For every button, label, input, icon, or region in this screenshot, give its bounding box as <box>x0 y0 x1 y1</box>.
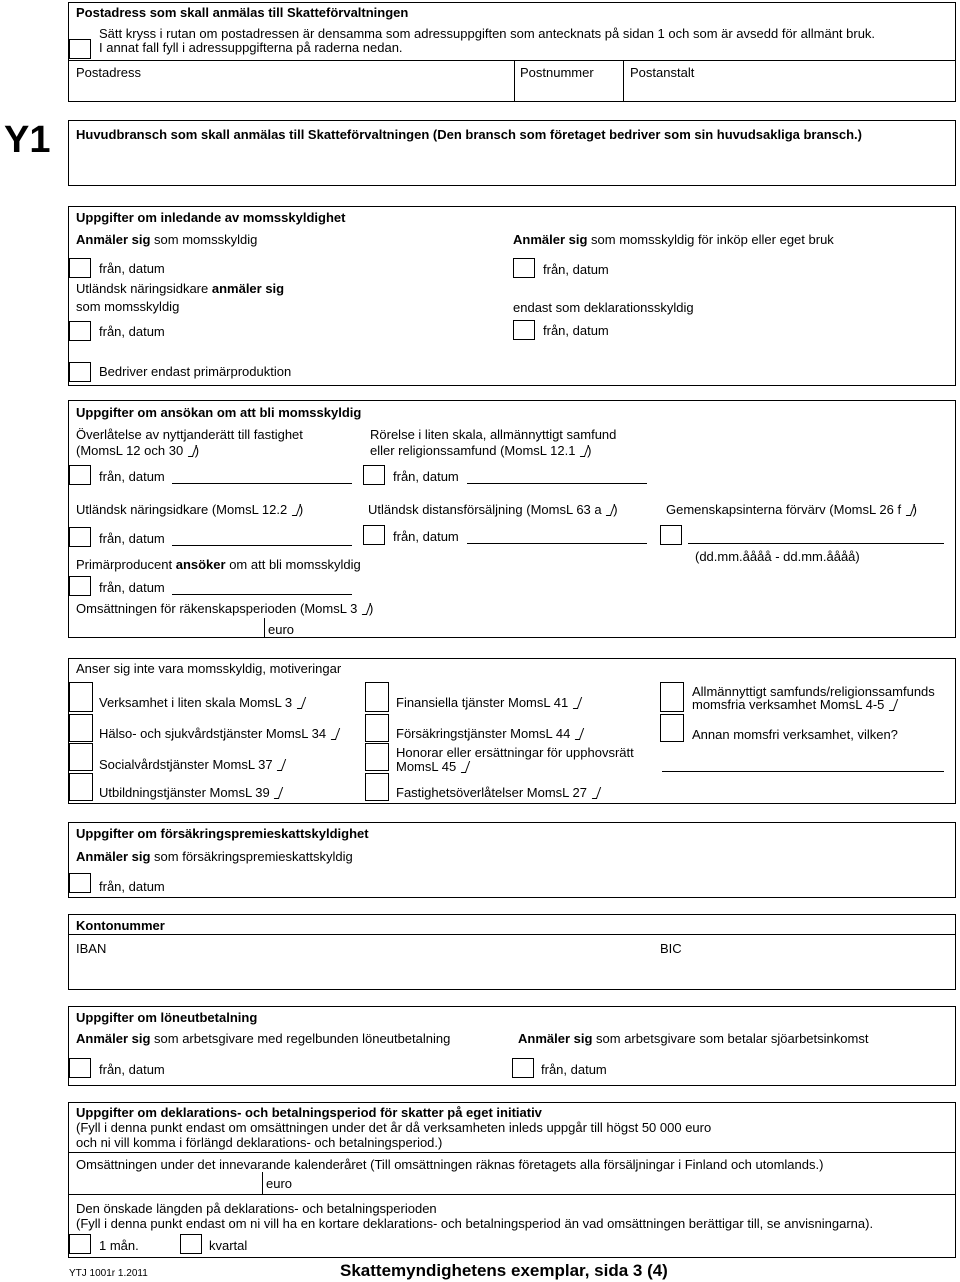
deklarationsskyldig-checkbox[interactable] <box>513 320 535 340</box>
text: ) <box>613 502 618 517</box>
text: ) <box>194 443 200 458</box>
postnummer-label: Postnummer <box>520 65 594 80</box>
postadress-same-checkbox[interactable] <box>69 39 91 59</box>
heading-bold: Anmäler sig <box>76 232 151 247</box>
heading-rest: som momsskyldig för inköp eller eget bruk <box>587 232 834 247</box>
postanstalt-label: Postanstalt <box>630 65 695 80</box>
postadress-instruction-2: I annat fall fyll i adressuppgifterna på raderna nedan. <box>99 40 403 55</box>
bic-label: BIC <box>660 941 682 956</box>
date-line <box>172 545 352 546</box>
text: ) <box>912 502 918 517</box>
liten-skala-checkbox[interactable] <box>69 682 93 712</box>
allmannyttigt-checkbox[interactable] <box>660 682 684 712</box>
eget-bruk-checkbox[interactable] <box>513 258 535 278</box>
langd-label: Den önskade längden på deklarations- och betalningsperioden <box>76 1201 437 1216</box>
fran-datum-label: från, datum <box>99 1062 165 1077</box>
text: om att bli momsskyldig <box>225 557 361 572</box>
iban-label: IBAN <box>76 941 107 956</box>
momsskyldig-checkbox[interactable] <box>69 258 91 278</box>
text: ) <box>368 601 374 616</box>
heading-rest: som momsskyldig <box>150 232 258 247</box>
honorar-label-1: Honorar eller ersättningar för upphovsrätt <box>396 745 634 760</box>
text: Utländsk näringsidkare <box>76 281 212 296</box>
divider <box>262 1172 263 1194</box>
fastighet-label <box>396 785 599 800</box>
utl-naring-checkbox[interactable] <box>69 527 91 547</box>
euro-label: euro <box>268 622 295 637</box>
euro-label: euro <box>266 1176 293 1191</box>
heading-bold: Anmäler sig <box>76 1031 151 1046</box>
inledande-title: Uppgifter om inledande av momsskyldighet <box>76 210 346 225</box>
text: Gemenskapsinterna förvärv (MomsL 26 f <box>666 502 905 517</box>
date-line <box>172 594 352 595</box>
en-manad-checkbox[interactable] <box>69 1234 91 1254</box>
primarproducent-checkbox[interactable] <box>69 576 91 596</box>
endast-deklaration-label: endast som deklarationsskyldig <box>513 300 694 315</box>
allmannyttigt-label-1: Allmännyttigt samfunds/religionssamfunds <box>692 684 935 699</box>
period-line <box>688 543 944 544</box>
text: Hälso- och sjukvårdstjänster MomsL 34 <box>99 726 330 741</box>
rorelse-label-1: Rörelse i liten skala, allmännyttigt samfund <box>370 427 617 442</box>
gemenskap-checkbox[interactable] <box>660 525 682 545</box>
heading-bold: Anmäler sig <box>513 232 588 247</box>
liten-skala-label <box>99 695 304 710</box>
text: Utbildningstjänster MomsL 39 <box>99 785 274 800</box>
inledande-left-heading <box>76 232 257 247</box>
omsattning-kalender-field[interactable] <box>69 1173 261 1193</box>
utlandsk-momsskyldig-label: som momsskyldig <box>76 299 180 314</box>
halso-checkbox[interactable] <box>69 714 93 742</box>
gemenskap-label <box>666 502 917 517</box>
forsakringspremie-checkbox[interactable] <box>69 873 91 893</box>
distans-checkbox[interactable] <box>363 525 385 545</box>
date-line <box>172 483 352 484</box>
anser-title: Anser sig inte vara momsskyldig, motiveringar <box>76 661 342 676</box>
text: Finansiella tjänster MomsL 41 <box>396 695 572 710</box>
kvartal-label: kvartal <box>209 1238 248 1253</box>
langd-note: (Fyll i denna punkt endast om ni vill ha en kortare deklarations- och betalningsperiod än vad omsättningen berättigar till, se anvisningarna). <box>76 1216 874 1231</box>
text: Socialvårdstjänster MomsL 37 <box>99 757 277 772</box>
loneutbetalning-title: Uppgifter om löneutbetalning <box>76 1010 258 1025</box>
rorelse-checkbox[interactable] <box>363 465 385 485</box>
deklaration-note-2: och ni vill komma i förlängd deklarations- och betalningsperiod.) <box>76 1135 443 1150</box>
annan-line[interactable] <box>662 771 944 772</box>
footer-title: Skattemyndighetens exemplar, sida 3 (4) <box>340 1261 668 1280</box>
fran-datum-label: från, datum <box>541 1062 607 1077</box>
postadress-title: Postadress som skall anmälas till Skatteförvaltningen <box>76 5 409 20</box>
regelbunden-checkbox[interactable] <box>69 1058 91 1078</box>
y1-label: Y1 <box>4 119 51 161</box>
postadress-label: Postadress <box>76 65 142 80</box>
heading-rest: som arbetsgivare som betalar sjöarbetsinkomst <box>592 1031 869 1046</box>
honorar-label-2 <box>396 759 468 774</box>
date-line <box>467 543 647 544</box>
finansiella-checkbox[interactable] <box>365 682 389 712</box>
utbildning-checkbox[interactable] <box>69 773 93 801</box>
postanstalt-field[interactable] <box>624 80 955 101</box>
date-line <box>467 483 647 484</box>
fran-datum-label: från, datum <box>99 531 165 546</box>
postadress-field[interactable] <box>69 80 513 101</box>
annan-label: Annan momsfri verksamhet, vilken? <box>692 727 898 742</box>
postnummer-field[interactable] <box>515 80 622 101</box>
text: Omsättningen för räkenskapsperioden (MomsL 3 <box>76 601 361 616</box>
honorar-checkbox[interactable] <box>365 743 389 771</box>
text: (MomsL 12 och 30 <box>76 443 187 458</box>
primarproducent-label <box>76 557 361 572</box>
heading-bold: Anmäler sig <box>518 1031 593 1046</box>
huvudbransch-field[interactable] <box>69 145 955 185</box>
divider <box>68 1194 956 1195</box>
text: Försäkringstjänster MomsL 44 <box>396 726 574 741</box>
fran-datum-label: från, datum <box>99 469 165 484</box>
lon-right-heading <box>518 1031 868 1046</box>
text: momsfria verksamhet MomsL 4-5 <box>692 697 889 712</box>
social-label <box>99 757 284 772</box>
text: eller religionssamfund (MomsL 12.1 <box>370 443 580 458</box>
forsakring-label <box>396 726 582 741</box>
heading-bold: Anmäler sig <box>76 849 151 864</box>
text: Utländsk distansförsäljning (MomsL 63 a <box>368 502 606 517</box>
text: ) <box>587 443 592 458</box>
heading-rest: som arbetsgivare med regelbunden löneutbetalning <box>150 1031 451 1046</box>
fran-datum-label: från, datum <box>99 324 165 339</box>
overlatelse-checkbox[interactable] <box>69 465 91 485</box>
lon-left-heading <box>76 1031 450 1046</box>
text: Primärproducent <box>76 557 176 572</box>
text-bold: anmäler sig <box>211 281 285 296</box>
en-manad-label: 1 mån. <box>99 1238 139 1253</box>
fran-datum-label: från, datum <box>99 261 165 276</box>
ansokan-title: Uppgifter om ansökan om att bli momsskyldig <box>76 405 362 420</box>
divider <box>68 934 956 935</box>
rorelse-label-2 <box>370 443 591 458</box>
fastighet-checkbox[interactable] <box>365 773 389 801</box>
utl-naring-label <box>76 502 303 517</box>
deklaration-note-1: (Fyll i denna punkt endast om omsättningen under det år då verksamheten inleds uppgår till högst 50 000 euro <box>76 1120 712 1135</box>
deklaration-title: Uppgifter om deklarations- och betalningsperiod för skatter på eget initiativ <box>76 1105 542 1120</box>
omsattning-label <box>76 601 373 616</box>
text: Verksamhet i liten skala MomsL 3 <box>99 695 296 710</box>
fran-datum-label: från, datum <box>393 469 459 484</box>
text: Utländsk näringsidkare (MomsL 12.2 <box>76 502 291 517</box>
annan-checkbox[interactable] <box>660 714 684 742</box>
fran-datum-label: från, datum <box>99 879 165 894</box>
overlatelse-label-1: Överlåtelse av nyttjanderätt till fastighet <box>76 427 303 442</box>
inledande-right-heading <box>513 232 834 247</box>
bic-field[interactable] <box>655 958 955 989</box>
heading-rest: som försäkringspremieskattskyldig <box>150 849 353 864</box>
sjoarbete-checkbox[interactable] <box>512 1058 534 1078</box>
form-code: YTJ 1001r 1.2011 <box>69 1268 148 1279</box>
fran-datum-label: från, datum <box>99 580 165 595</box>
divider <box>264 618 265 638</box>
text: Fastighetsöverlåtelser MomsL 27 <box>396 785 591 800</box>
utbildning-label <box>99 785 281 800</box>
forsakringspremie-title: Uppgifter om försäkringspremieskattskyldighet <box>76 826 369 841</box>
primarproduktion-checkbox[interactable] <box>69 362 91 382</box>
forsakring-checkbox[interactable] <box>365 714 389 742</box>
period-format-label: (dd.mm.åååå - dd.mm.åååå) <box>695 549 860 564</box>
fran-datum-label: från, datum <box>543 323 609 338</box>
finansiella-label <box>396 695 580 710</box>
fran-datum-label: från, datum <box>393 529 459 544</box>
divider <box>68 60 956 61</box>
forsakringspremie-heading <box>76 849 353 864</box>
utlandsk-anmaler-label <box>76 281 284 296</box>
text: MomsL 45 <box>396 759 460 774</box>
social-checkbox[interactable] <box>69 743 93 771</box>
kontonummer-title: Kontonummer <box>76 918 165 933</box>
halso-label <box>99 726 338 741</box>
distans-label <box>368 502 618 517</box>
text-bold: ansöker <box>175 557 226 572</box>
utlandsk-checkbox[interactable] <box>69 321 91 341</box>
allmannyttigt-label-2 <box>692 697 896 712</box>
primarproduktion-label: Bedriver endast primärproduktion <box>99 364 292 379</box>
huvudbransch-title: Huvudbransch som skall anmälas till Skatteförvaltningen (Den bransch som företaget bedriver som sin huvudsakliga bransch.) <box>76 127 862 142</box>
text: ) <box>298 502 304 517</box>
fran-datum-label: från, datum <box>543 262 609 277</box>
kvartal-checkbox[interactable] <box>180 1234 202 1254</box>
postadress-instruction-1: Sätt kryss i rutan om postadressen är densamma som adressuppgiften som antecknats på sidan 1 och som är avsedd för allmänt bruk. <box>99 26 876 41</box>
omsattning-kalender-label: Omsättningen under det innevarande kalenderåret (Till omsättningen räknas företagets alla försäljningar i Finland och utomlands.) <box>76 1157 824 1172</box>
iban-field[interactable] <box>69 958 649 989</box>
omsattning-field[interactable] <box>69 618 263 637</box>
divider <box>68 1152 956 1153</box>
overlatelse-label-2 <box>76 443 199 458</box>
